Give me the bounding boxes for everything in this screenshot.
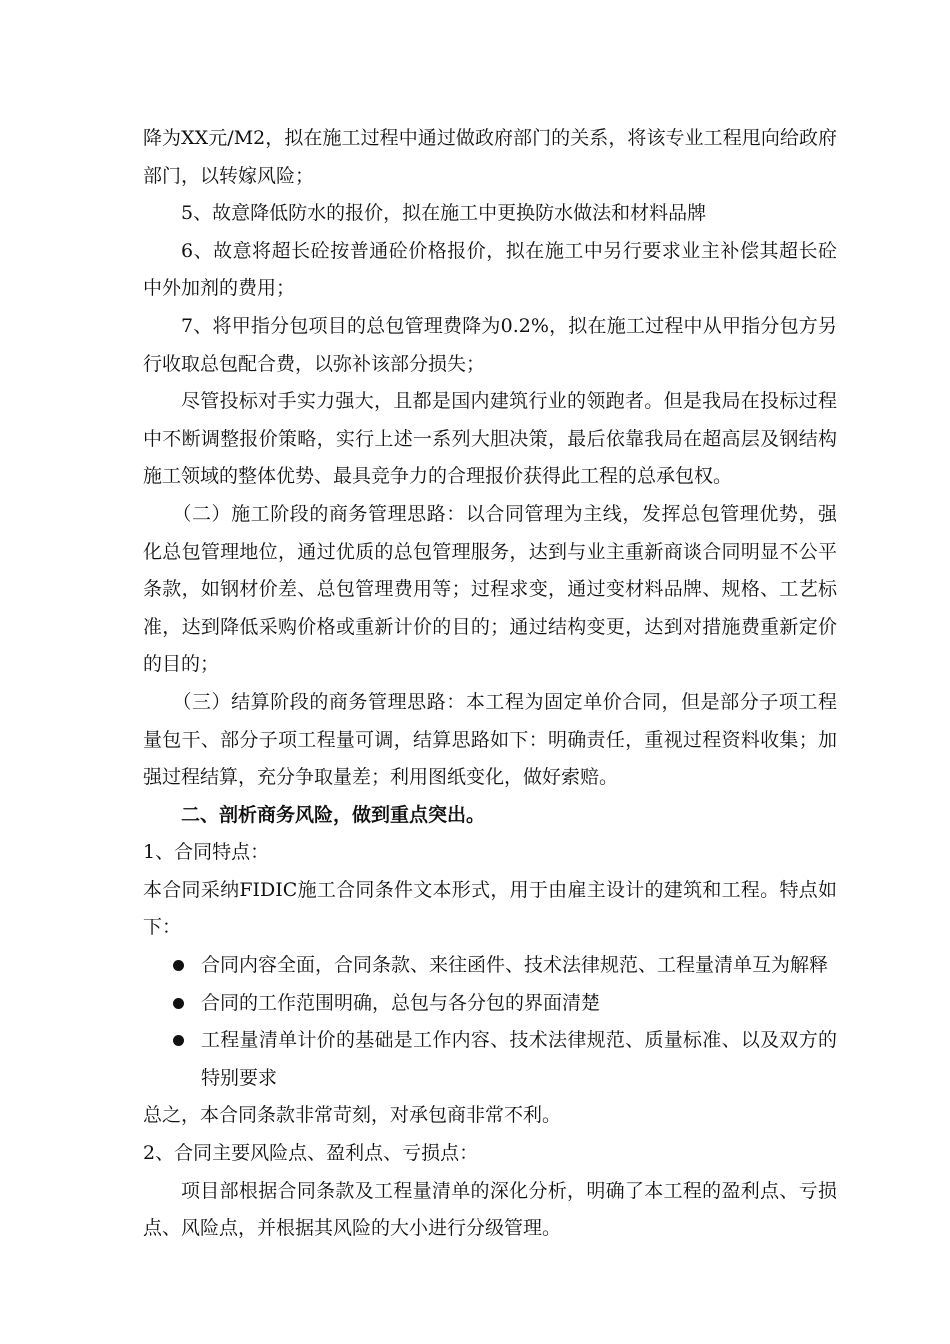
document-body	[143, 120, 837, 1248]
section-heading: 二、剖析商务风险，做到重点突出。	[181, 803, 486, 826]
item-6: 6、故意将超长砼按普通砼价格报价，拟在施工中另行要求业主补偿其超长砼中外加剂的费用；	[143, 239, 837, 300]
list-item	[143, 1022, 837, 1097]
bullet-icon	[173, 998, 184, 1009]
bullet-icon	[173, 960, 184, 971]
list-item-text: 合同内容全面，合同条款、来往函件、技术法律规范、工程量清单互为解释	[201, 954, 829, 977]
paragraph-conclusion: 总之，本合同条款非常苛刻，对承包商非常不利。	[143, 1104, 562, 1127]
item-5: 5、故意降低防水的报价，拟在施工中更换防水做法和材料品牌	[181, 202, 707, 225]
feature-list	[143, 947, 837, 1097]
list-item	[143, 947, 837, 985]
subheading-risk-points: 2、合同主要风险点、盈利点、亏损点：	[143, 1142, 479, 1165]
paragraph-settlement-phase: （三）结算阶段的商务管理思路：本工程为固定单价合同，但是部分子项工程量包干、部分子项工程量可调，结算思路如下：明确责任，重视过程资料收集；加强过程结算，充分争取量差；利用图纸变化，做好索赔。	[143, 690, 837, 789]
list-item-text: 合同的工作范围明确，总包与各分包的界面清楚	[201, 991, 601, 1014]
list-item-text: 工程量清单计价的基础是工作内容、技术法律规范、质量标准、以及双方的特别要求	[201, 1029, 837, 1089]
paragraph-contract-form: 本合同采纳FIDIC施工合同条件文本形式，用于由雇主设计的建筑和工程。特点如下：	[143, 878, 837, 939]
subheading-contract-features: 1、合同特点：	[143, 841, 270, 864]
paragraph-construction-phase: （二）施工阶段的商务管理思路：以合同管理为主线，发挥总包管理优势，强化总包管理地位，通过优质的总包管理服务，达到与业主重新商谈合同明显不公平条款，如钢材价差、总包管理费用等；过程求变，通过变材料品牌、规格、工艺标准，达到降低采购价格或重新计价的目的；通过结构变更，达到对措施费重新定价的目的；	[143, 502, 837, 676]
paragraph-continuation: 降为XX元/M2，拟在施工过程中通过做政府部门的关系，将该专业工程甩向给政府部门，以转嫁风险；	[143, 127, 837, 187]
paragraph-summary: 尽管投标对手实力强大，且都是国内建筑行业的领跑者。但是我局在投标过程中不断调整报价策略，实行上述一系列大胆决策，最后依靠我局在超高层及钢结构施工领域的整体优势、最具竞争力的合理报价获得此工程的总承包权。	[143, 390, 837, 488]
list-item	[143, 985, 837, 1023]
item-7: 7、将甲指分包项目的总包管理费降为0.2%，拟在施工过程中从甲指分包方另行收取总包配合费，以弥补该部分损失；	[143, 314, 837, 375]
bullet-icon	[173, 1035, 184, 1046]
paragraph-analysis: 项目部根据合同条款及工程量清单的深化分析，明确了本工程的盈利点、亏损点、风险点，并根据其风险的大小进行分级管理。	[143, 1179, 837, 1240]
